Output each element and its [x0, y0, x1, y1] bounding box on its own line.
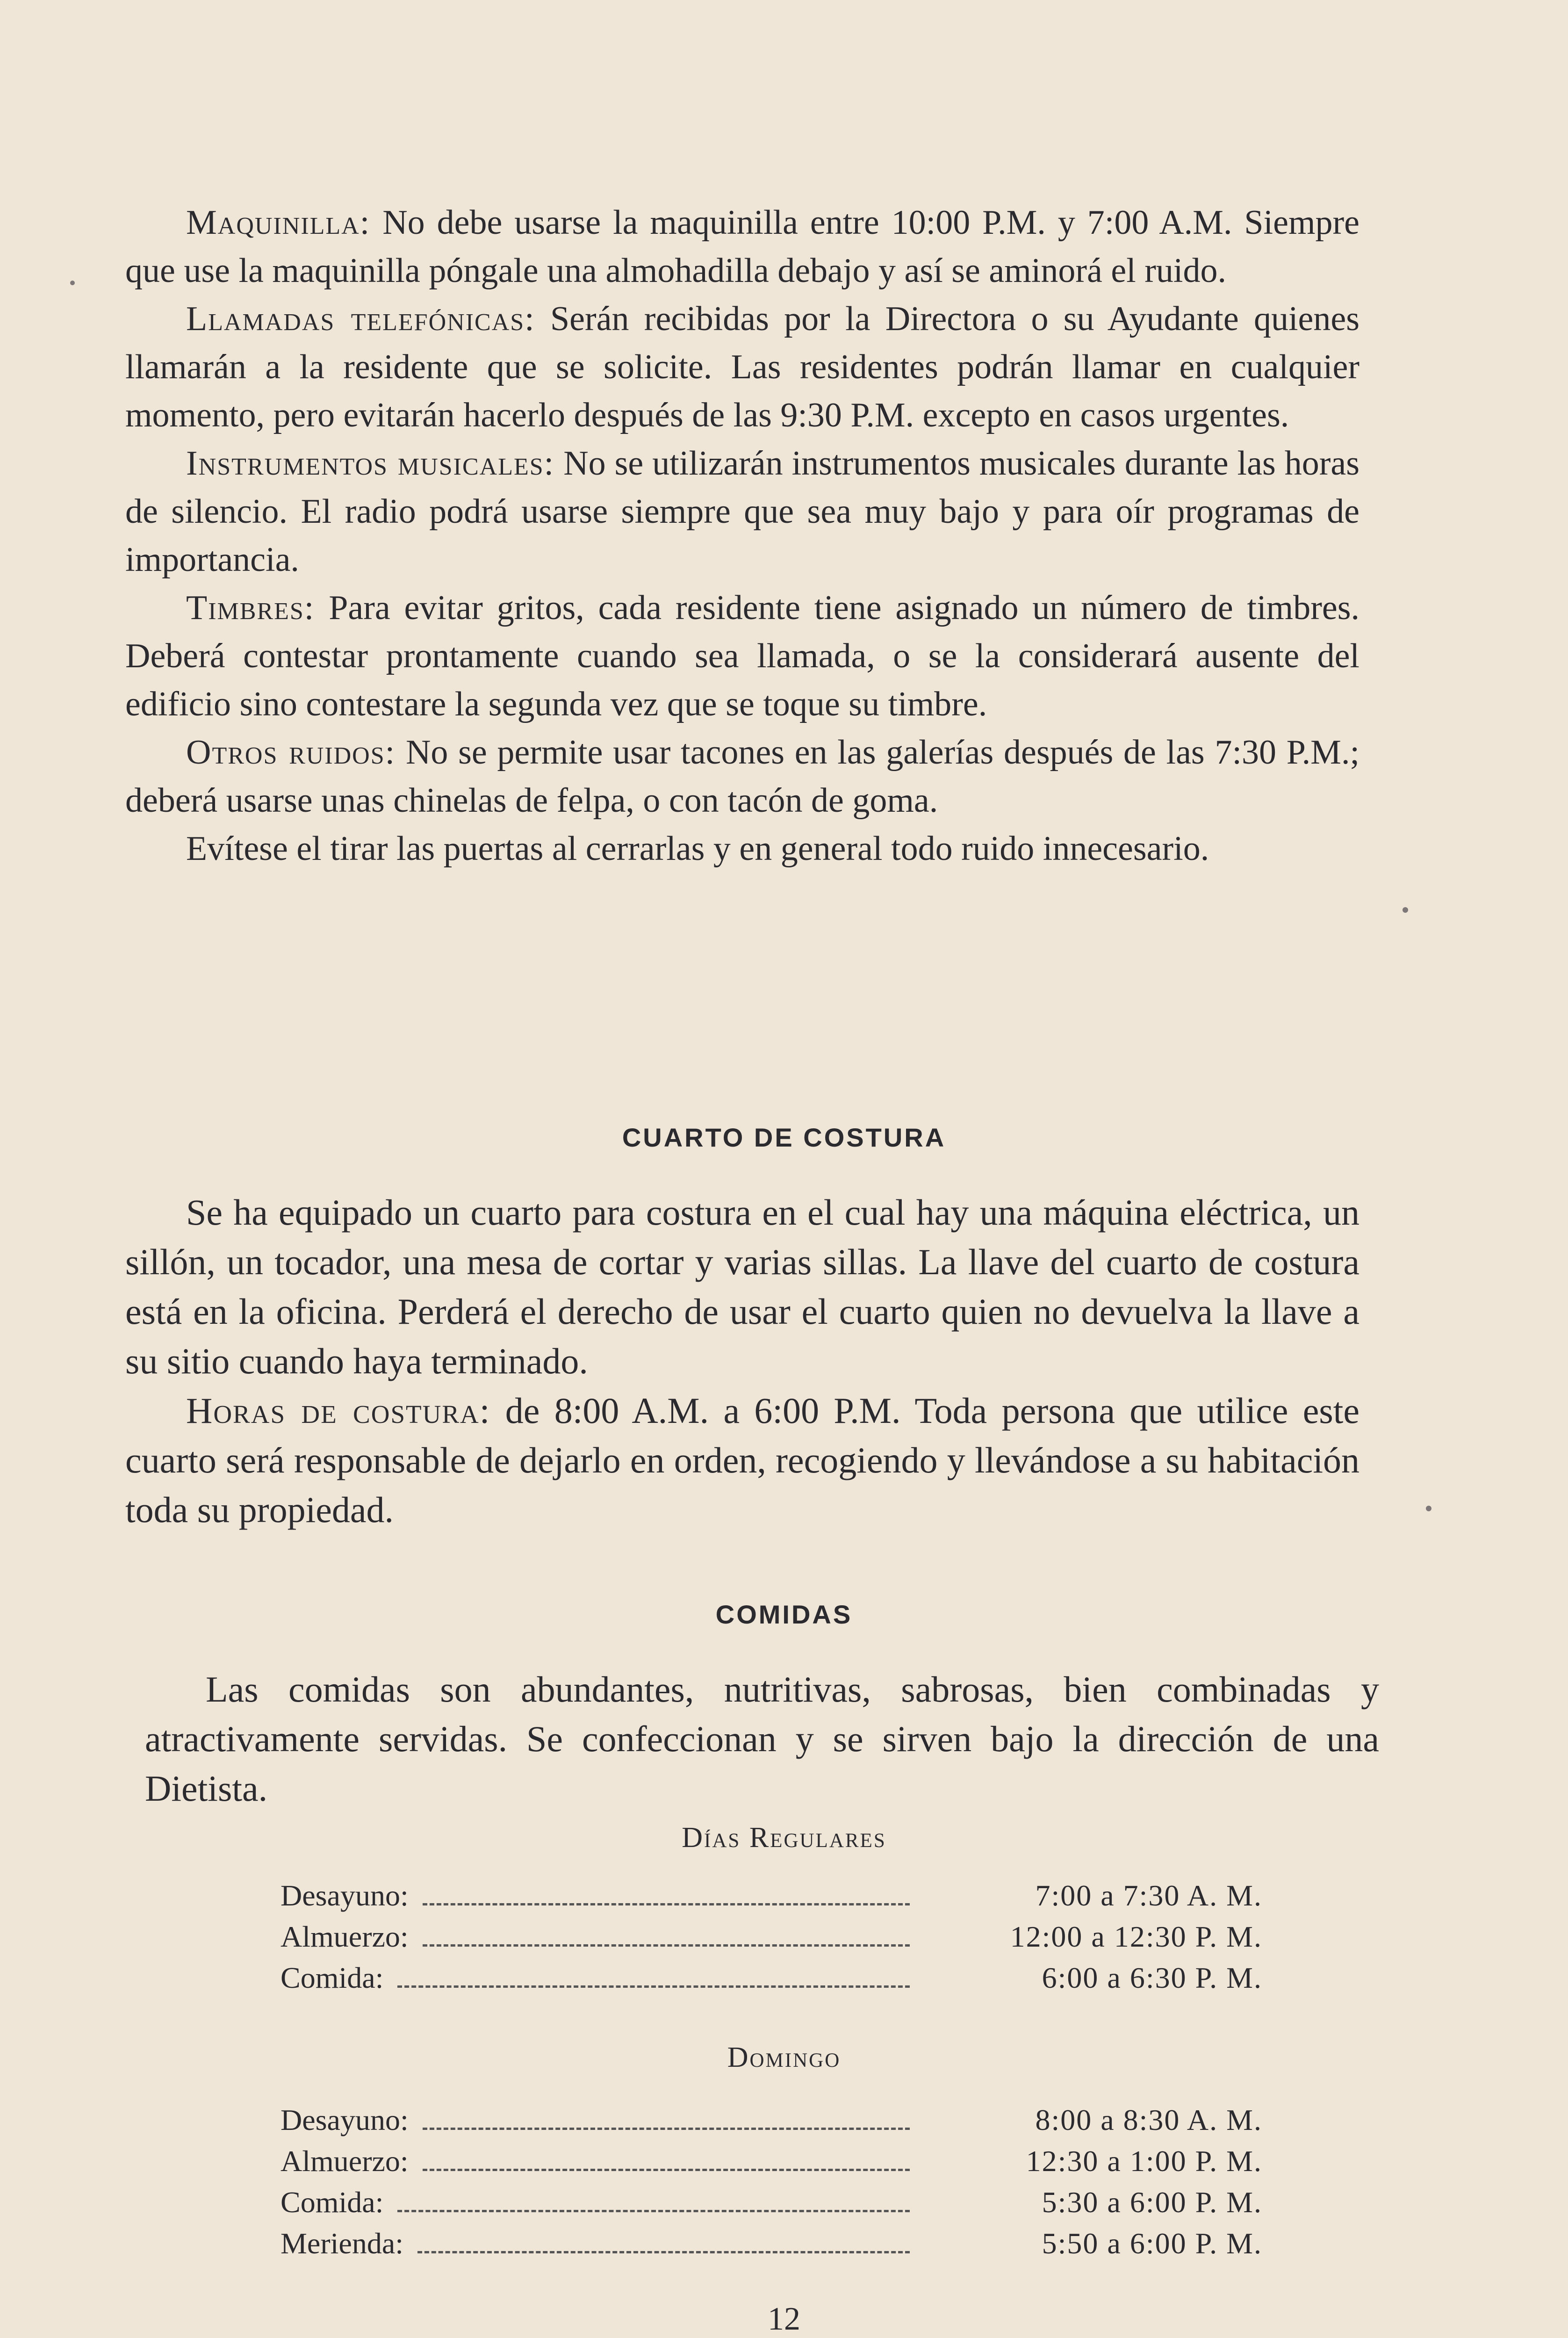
comidas-paragraph: Las comidas son abundantes, nutritivas, sabrosas, bien combinadas y atractivamente servidas. Se confeccionan y se sirven bajo la dirección de una Dietista. [145, 1669, 1379, 1809]
paragraph-evitese [125, 825, 1359, 873]
meal-name: Almuerzo: [281, 1920, 409, 1953]
sunday-title: Domingo [727, 2042, 841, 2073]
meal-name: Almuerzo: [281, 2144, 409, 2178]
meal-time: 7:00 a 7:30 A. M. [1035, 1879, 1262, 1912]
costura-paragraph: Se ha equipado un cuarto para costura en el cual hay una máquina eléctrica, un sillón, un tocador, una mesa de cortar y varias sillas. La llave del cuarto de costura está en la oficina. Perderá el derecho de usar el cuarto quien no devuelva la llave a su sitio cuando haya terminado. [125, 1192, 1359, 1381]
meal-time: 8:00 a 8:30 A. M. [1035, 2103, 1262, 2136]
paragraph-llamadas [125, 295, 1359, 440]
meal-name: Comida: [281, 1961, 384, 1994]
paper-speck [70, 281, 75, 285]
comidas-section [145, 1665, 1379, 1813]
meal-time: 5:30 a 6:00 P. M. [1042, 2186, 1262, 2219]
text-llamadas: Serán recibidas por la Directora o su Ayudante quienes llamarán a la residente que se solicite. Las residentes podrán llamar en cualquier momento, pero evitarán hacerlo después de las 9:30 P.M. excepto en casos urgentes. [125, 300, 1359, 434]
comidas-heading: COMIDAS [715, 1600, 853, 1629]
costura-heading: CUARTO DE COSTURA [622, 1123, 946, 1152]
intro-section [125, 199, 1359, 873]
dotted-leader [423, 1883, 910, 1905]
costura-hours-paragraph [125, 1386, 1359, 1535]
meal-time: 6:00 a 6:30 P. M. [1042, 1961, 1262, 1994]
dotted-leader [423, 2107, 910, 2130]
paragraph-otros-ruidos [125, 729, 1359, 825]
paragraph-timbres [125, 584, 1359, 729]
paragraph-instrumentos [125, 440, 1359, 584]
text-instrumentos: No se utilizarán instrumentos musicales durante las horas de silencio. El radio podrá usarse siempre que sea muy bajo y para oír programas de importancia. [125, 444, 1360, 579]
label-timbres: Timbres: [186, 589, 315, 627]
meal-time: 5:50 a 6:00 P. M. [1042, 2227, 1262, 2260]
text-evitese: Evítese el tirar las puertas al cerrarlas y en general todo ruido innecesario. [186, 830, 1209, 868]
page-number: 12 [768, 2301, 800, 2337]
text-timbres: Para evitar gritos, cada residente tiene asignado un número de timbres. Deberá contestar prontamente cuando sea llamada, o se la considerará ausente del edificio sino contestare la segunda vez que se toque su timbre. [125, 589, 1360, 723]
paper-speck [1426, 1506, 1431, 1511]
schedule-row [281, 2182, 1262, 2223]
paragraph-maquinilla [125, 199, 1359, 295]
costura-hours-text: de 8:00 A.M. a 6:00 P.M. Toda persona que utilice este cuarto será responsable de dejarlo en orden, recogiendo y llevándose a su habitación toda su propiedad. [125, 1390, 1359, 1530]
meal-name: Merienda: [281, 2227, 403, 2260]
text-otros-ruidos: No se permite usar tacones en las galerías después de las 7:30 P.M.; deberá usarse unas chinelas de felpa, o con tacón de goma. [125, 733, 1360, 820]
schedule-row [281, 1875, 1262, 1916]
meal-time: 12:30 a 1:00 P. M. [1026, 2144, 1262, 2178]
regular-days-title: Días Regulares [682, 1822, 886, 1854]
meal-name: Desayuno: [281, 2103, 409, 2136]
label-otros-ruidos: Otros ruidos: [186, 733, 396, 772]
meal-time: 12:00 a 12:30 P. M. [1010, 1920, 1262, 1953]
meal-name: Desayuno: [281, 1879, 409, 1912]
dotted-leader [397, 1965, 910, 1988]
regular-schedule [281, 1875, 1262, 1999]
schedule-row [281, 2223, 1262, 2264]
paper-speck [1403, 907, 1408, 913]
dotted-leader [417, 2230, 910, 2253]
dotted-leader [423, 1924, 910, 1947]
label-instrumentos: Instrumentos musicales: [186, 444, 555, 483]
schedule-row [281, 1957, 1262, 1999]
meal-name: Comida: [281, 2186, 384, 2219]
text-maquinilla: No debe usarse la maquinilla entre 10:00 P.M. y 7:00 A.M. Siempre que use la maquinilla póngale una almohadilla debajo y así se aminorá el ruido. [125, 203, 1359, 290]
dotted-leader [397, 2189, 910, 2212]
schedule-row [281, 1916, 1262, 1957]
label-maquinilla: Maquinilla: [186, 203, 371, 242]
schedule-row [281, 2141, 1262, 2182]
label-llamadas: Llamadas telefónicas: [186, 300, 535, 338]
sunday-schedule [281, 2100, 1262, 2264]
costura-section [125, 1188, 1359, 1535]
dotted-leader [423, 2148, 910, 2171]
schedule-row [281, 2100, 1262, 2141]
costura-hours-label: Horas de costura: [186, 1390, 491, 1431]
